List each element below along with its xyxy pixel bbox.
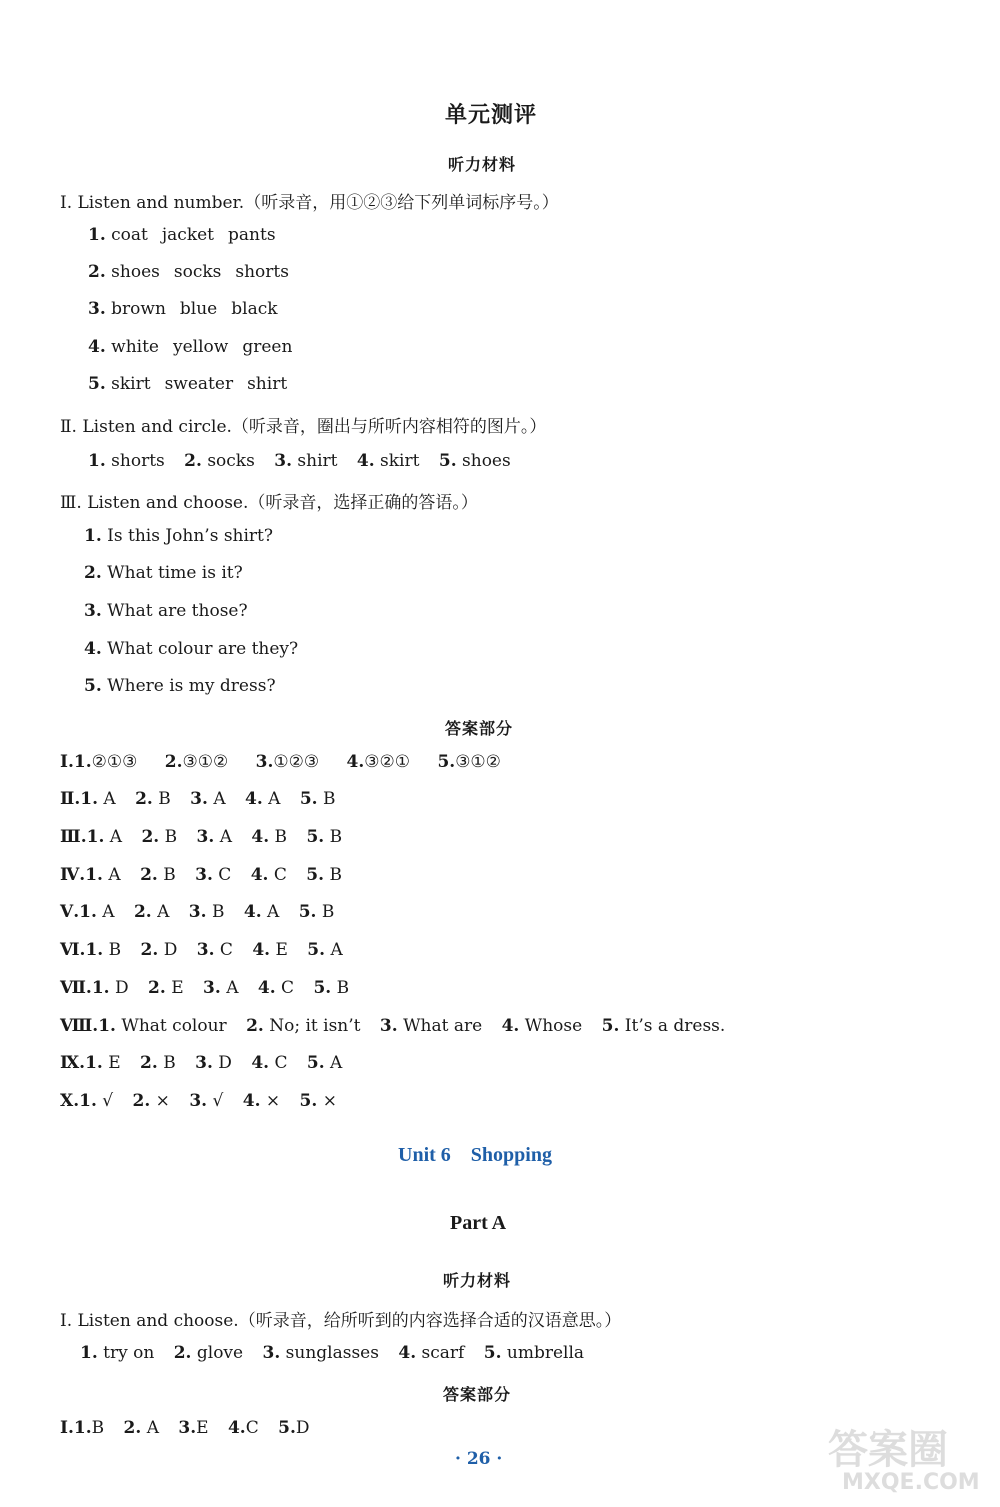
list-item: 1. shorts 2. socks 3. shirt 4. skirt 5. shoes [88, 451, 511, 471]
part-title: Part A [450, 1212, 507, 1234]
list-item: 2. shoes socks shorts [88, 262, 289, 282]
answer-row: Ⅷ.1. What colour 2. No; it isn’t 3. What are 4. Whose 5. It’s a dress. [60, 1016, 726, 1036]
list-item: 2. What time is it? [84, 563, 243, 583]
list-item: 1. try on 2. glove 3. sunglasses 4. scarf 5. umbrella [80, 1343, 585, 1363]
watermark-logo: 答案圈 [828, 1427, 948, 1473]
answer-row: Ⅰ.1.②①③ 2.③①② 3.①②③ 4.③②① 5.③①② [60, 752, 501, 772]
list-item: 1. coat jacket pants [88, 225, 276, 245]
answer-row: Ⅰ.1.B 2. A 3.E 4.C 5.D [60, 1418, 310, 1438]
list-item: 5. Where is my dress? [84, 676, 276, 696]
answer-row: Ⅱ.1. A 2. B 3. A 4. A 5. B [60, 789, 336, 809]
list-item: 1. Is this John’s shirt? [84, 526, 274, 546]
answers-heading: 答案部分 [443, 1385, 512, 1404]
answers-heading: 答案部分 [445, 719, 514, 738]
q1-instruction: Ⅰ. Listen and number.（听录音，用①②③给下列单词标序号。） [60, 193, 559, 213]
page-number: · 26 · [455, 1449, 503, 1469]
answer-row: Ⅳ.1. A 2. B 3. C 4. C 5. B [60, 865, 342, 885]
unit-title: Unit 6 Shopping [398, 1144, 552, 1166]
q3-instruction: Ⅲ. Listen and choose.（听录音，选择正确的答语。） [60, 493, 478, 513]
section-title: 单元测评 [445, 103, 538, 128]
answer-row: Ⅲ.1. A 2. B 3. A 4. B 5. B [60, 827, 343, 847]
list-item: 5. skirt sweater shirt [88, 374, 288, 394]
answer-row: Ⅸ.1. E 2. B 3. D 4. C 5. A [60, 1053, 343, 1073]
answer-row: Ⅴ.1. A 2. A 3. B 4. A 5. B [60, 902, 335, 922]
partA-instruction: Ⅰ. Listen and choose.（听录音，给所听到的内容选择合适的汉语意思。） [60, 1311, 622, 1331]
q2-instruction: Ⅱ. Listen and circle.（听录音，圈出与所听内容相符的图片。） [60, 417, 547, 437]
answer-row: Ⅶ.1. D 2. E 3. A 4. C 5. B [60, 978, 350, 998]
list-item: 3. What are those? [84, 601, 248, 621]
answer-row: Ⅹ.1. √ 2. × 3. √ 4. × 5. × [60, 1091, 337, 1111]
watermark-url: MXQE.COM [842, 1470, 980, 1495]
list-item: 4. What colour are they? [84, 639, 299, 659]
list-item: 4. white yellow green [88, 337, 293, 357]
list-item: 3. brown blue black [88, 299, 278, 319]
listening-heading: 听力材料 [448, 155, 517, 174]
listening-heading: 听力材料 [443, 1271, 512, 1290]
answer-row: Ⅵ.1. B 2. D 3. C 4. E 5. A [60, 940, 343, 960]
